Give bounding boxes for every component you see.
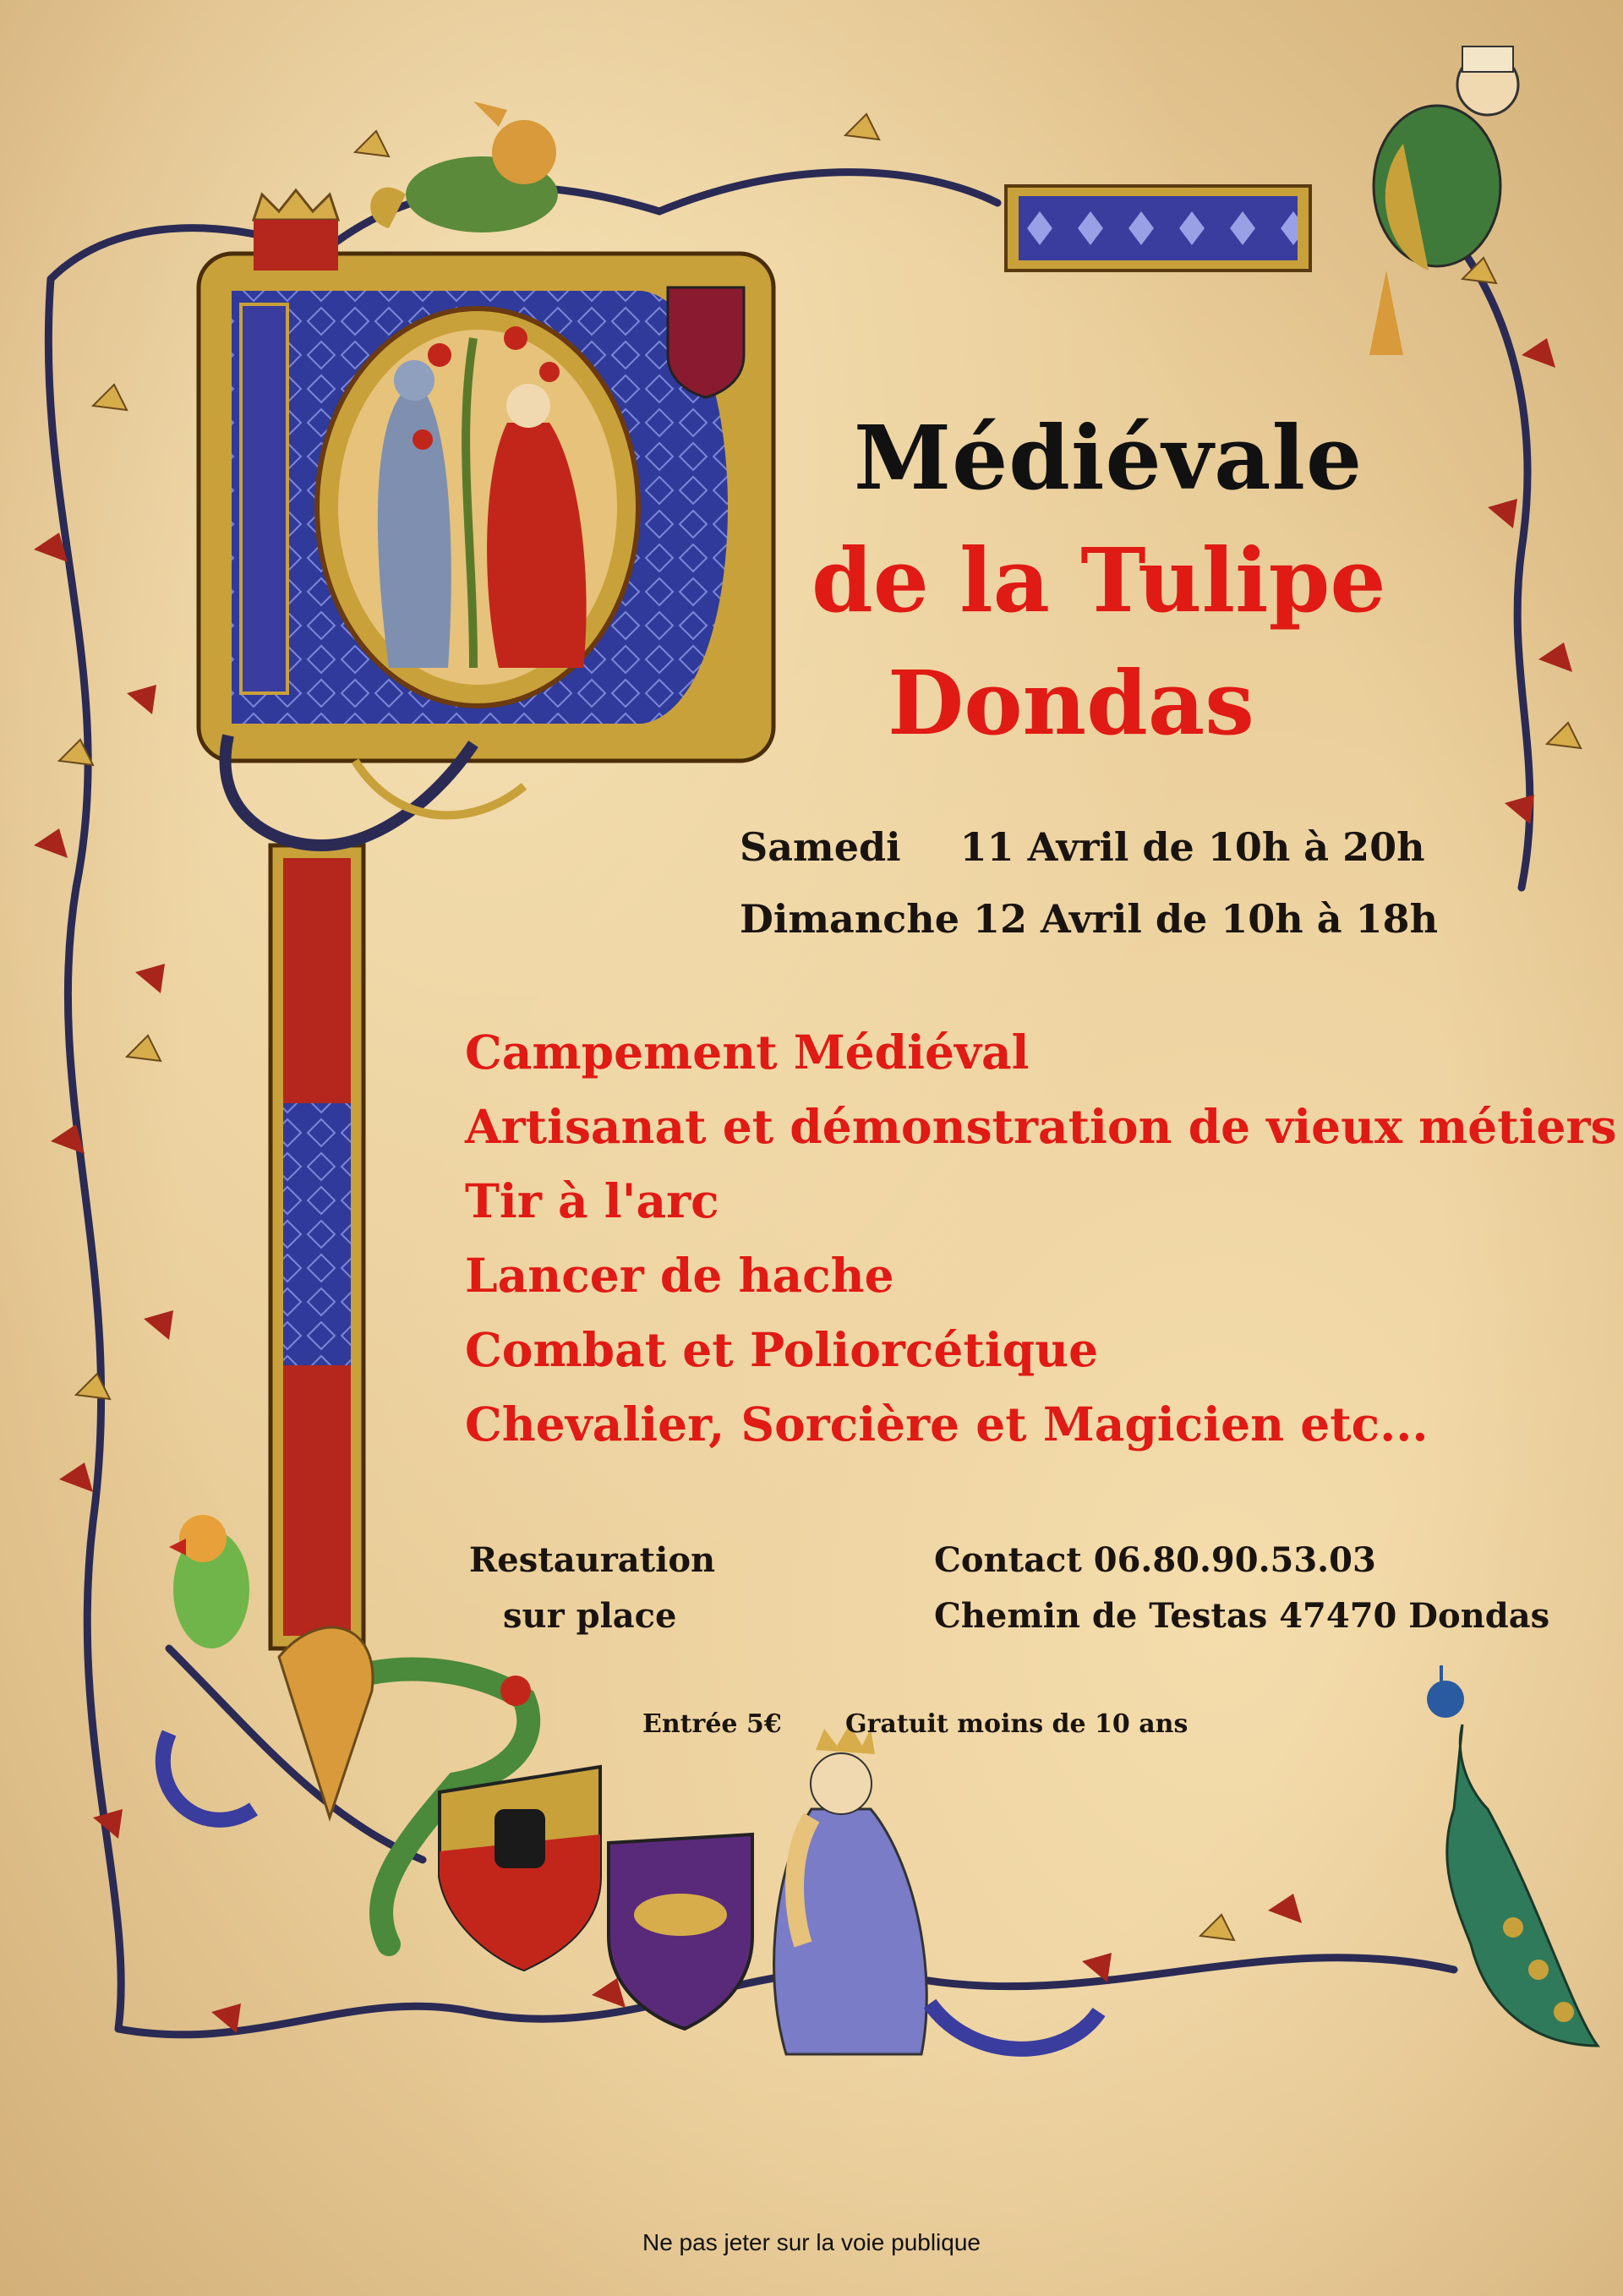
restauration-line-2: sur place bbox=[503, 1596, 677, 1636]
contact-address: Chemin de Testas 47470 Dondas bbox=[934, 1596, 1550, 1636]
title-line-3: Dondas bbox=[888, 651, 1254, 755]
activity-item: Chevalier, Sorcière et Magicien etc... bbox=[465, 1397, 1429, 1451]
schedule-details: 12 Avril de 10h à 18h bbox=[973, 896, 1439, 942]
title-line-2: de la Tulipe bbox=[812, 528, 1386, 632]
small-shield bbox=[668, 287, 744, 397]
activity-item: Campement Médiéval bbox=[465, 1025, 1030, 1080]
peacock bbox=[1427, 1665, 1598, 2046]
activity-item: Lancer de hache bbox=[465, 1248, 894, 1303]
activity-item: Artisanat et démonstration de vieux métiers bbox=[465, 1099, 1617, 1154]
activity-item: Tir à l'arc bbox=[465, 1173, 719, 1228]
schedule-details: 11 Avril de 10h à 20h bbox=[959, 824, 1425, 870]
schedule-saturday bbox=[740, 824, 1425, 870]
entry-price: Entrée 5€ bbox=[642, 1709, 782, 1739]
activity-item: Combat et Poliorcétique bbox=[465, 1322, 1099, 1377]
queen-figure bbox=[774, 1725, 927, 2054]
contact-phone: Contact 06.80.90.53.03 bbox=[934, 1540, 1376, 1580]
schedule-sunday bbox=[740, 896, 1438, 942]
restauration-line-1: Restauration bbox=[469, 1540, 716, 1580]
shield-boar bbox=[609, 1834, 752, 2029]
free-entry-note: Gratuit moins de 10 ans bbox=[845, 1709, 1189, 1739]
footer-notice: Ne pas jeter sur la voie publique bbox=[642, 2229, 981, 2255]
crown bbox=[254, 190, 338, 271]
top-banner bbox=[1006, 186, 1310, 271]
shield-fist bbox=[440, 1767, 600, 1970]
title-line-1: Médiévale bbox=[854, 406, 1363, 510]
schedule-day: Dimanche bbox=[740, 896, 960, 942]
parrot bbox=[169, 1515, 249, 1648]
schedule-day: Samedi bbox=[740, 824, 901, 870]
griffin bbox=[370, 101, 558, 232]
